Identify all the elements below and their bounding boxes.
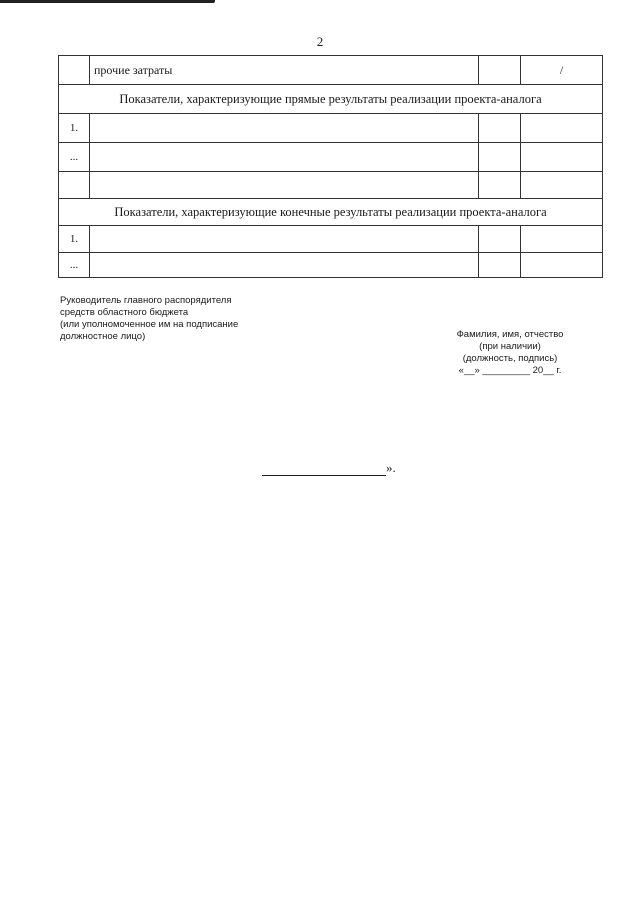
value-cell-a bbox=[479, 114, 521, 143]
value-cell-b bbox=[521, 253, 603, 278]
section-header-direct-results: Показатели, характеризующие прямые результаты реализации проекта-аналога bbox=[59, 85, 603, 114]
value-cell-b bbox=[521, 172, 603, 199]
signatory-name-line: Фамилия, имя, отчество bbox=[456, 329, 564, 340]
value-cell-b: / bbox=[521, 56, 603, 85]
signatory-title-line: (или уполномоченное им на подписание bbox=[60, 319, 239, 330]
section-header-final-results: Показатели, характеризующие конечные результаты реализации проекта-аналога bbox=[59, 199, 603, 226]
row-number-cell bbox=[59, 56, 90, 85]
row-number-cell: ... bbox=[59, 253, 90, 278]
table-row-other-costs bbox=[59, 56, 603, 85]
value-cell-a bbox=[479, 143, 521, 172]
signatory-name-block bbox=[440, 329, 580, 377]
signatory-title-line: средств областного бюджета bbox=[60, 307, 189, 318]
table-row bbox=[59, 253, 603, 278]
value-cell-a bbox=[479, 56, 521, 85]
row-label-cell bbox=[90, 172, 479, 199]
table-row bbox=[59, 143, 603, 172]
value-cell-b bbox=[521, 226, 603, 253]
row-label-cell bbox=[90, 253, 479, 278]
section-header-row-final bbox=[59, 199, 603, 226]
table-row bbox=[59, 114, 603, 143]
signatory-title-line: должностное лицо) bbox=[60, 331, 146, 342]
closing-quote-mark: ». bbox=[386, 460, 396, 475]
scan-edge-mark bbox=[0, 0, 215, 3]
row-label-cell bbox=[90, 143, 479, 172]
row-number-cell bbox=[59, 172, 90, 199]
value-cell-a bbox=[479, 253, 521, 278]
closing-blank-underline bbox=[262, 463, 386, 476]
value-cell-a bbox=[479, 172, 521, 199]
value-cell-b bbox=[521, 143, 603, 172]
section-header-row-direct bbox=[59, 85, 603, 114]
signatory-title-block bbox=[60, 295, 238, 343]
signatory-name-line: (при наличии) bbox=[479, 341, 541, 352]
date-line: «__» _________ 20__ г. bbox=[458, 365, 562, 376]
value-cell-b bbox=[521, 114, 603, 143]
row-number-cell: 1. bbox=[59, 226, 90, 253]
signatory-title-line: Руководитель главного распорядителя bbox=[60, 295, 232, 306]
table-row bbox=[59, 172, 603, 199]
row-label-cell bbox=[90, 114, 479, 143]
value-cell-a bbox=[479, 226, 521, 253]
table-row bbox=[59, 226, 603, 253]
row-number-cell: 1. bbox=[59, 114, 90, 143]
row-number-cell: ... bbox=[59, 143, 90, 172]
indicators-table bbox=[58, 55, 603, 278]
signatory-name-line: (должность, подпись) bbox=[462, 353, 558, 364]
closing-line bbox=[262, 460, 396, 476]
row-label-cell bbox=[90, 226, 479, 253]
row-label-cell: прочие затраты bbox=[90, 56, 479, 85]
page-number: 2 bbox=[316, 34, 324, 49]
